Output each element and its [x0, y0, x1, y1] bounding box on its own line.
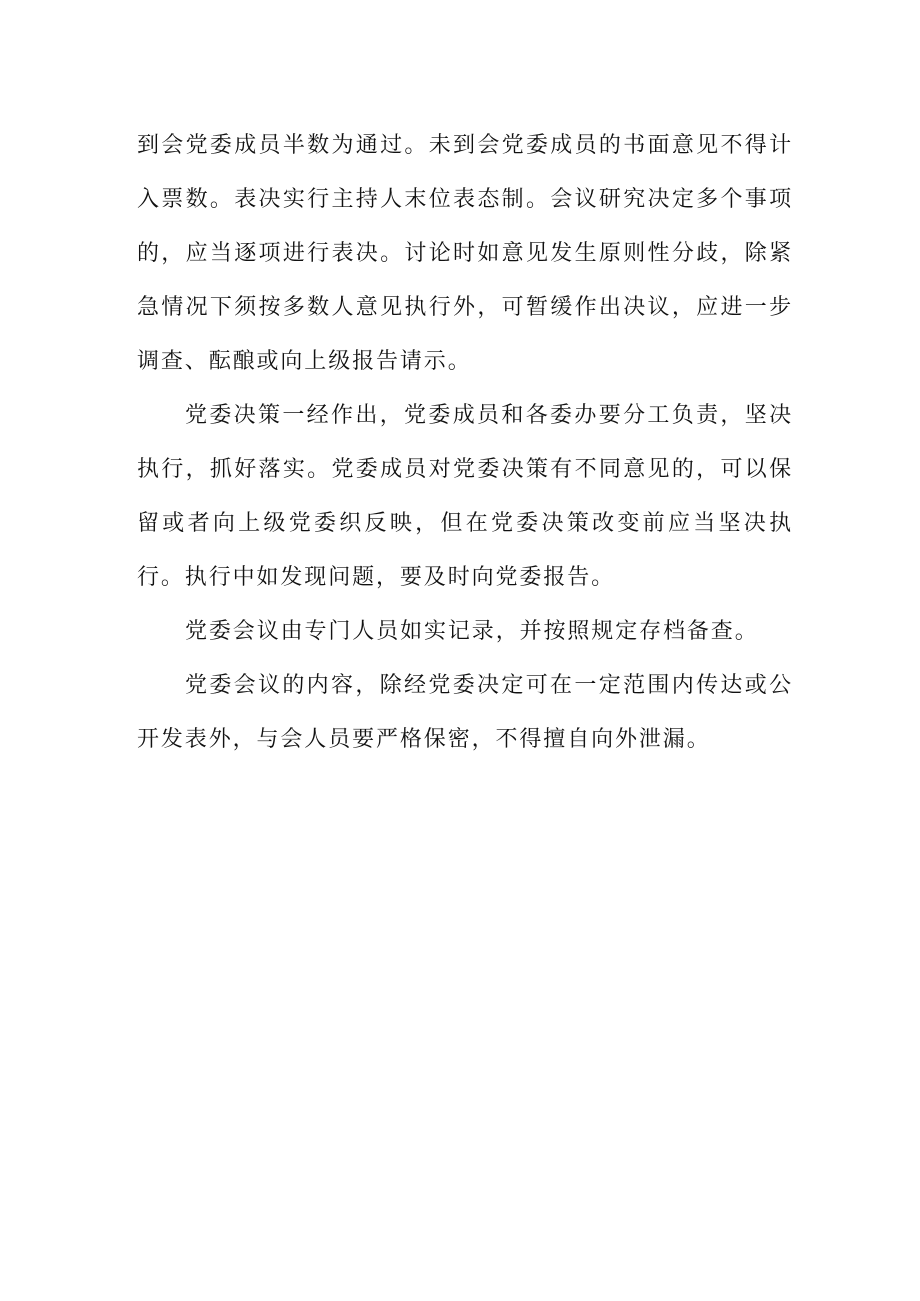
paragraph-decision-execution: 党委决策一经作出，党委成员和各委办要分工负责，坚决执行，抓好落实。党委成员对党委决策有不同意见的，可以保留或者向上级党委织反映，但在党委决策改变前应当坚决执行。执行中如发现问题，要及时向党委报告。 [137, 403, 793, 590]
paragraph-confidentiality: 党委会议的内容，除经党委决定可在一定范围内传达或公开发表外，与会人员要严格保密，不得擅自向外泄漏。 [137, 673, 793, 752]
document-body [137, 119, 793, 767]
paragraph-continuation: 到会党委成员半数为通过。未到会党委成员的书面意见不得计入票数。表决实行主持人末位表态制。会议研究决定多个事项的，应当逐项进行表决。讨论时如意见发生原则性分歧，除紧急情况下须按多数人意见执行外，可暂缓作出决议，应进一步调查、酝酿或向上级报告请示。 [137, 133, 793, 374]
paragraph-meeting-records: 党委会议由专门人员如实记录，并按照规定存档备查。 [185, 619, 759, 644]
